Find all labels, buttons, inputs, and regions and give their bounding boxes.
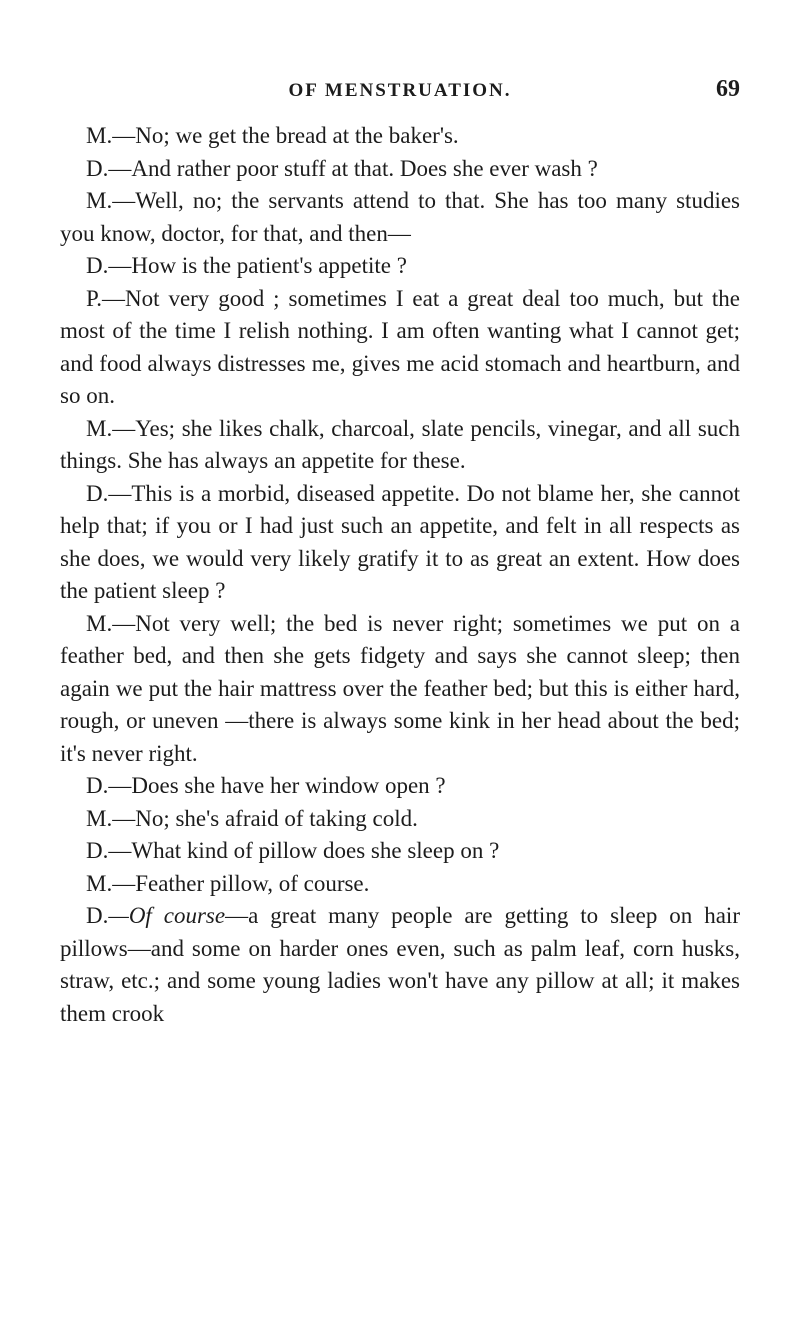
paragraph-text: —Feather pillow, of course. [112,870,370,896]
page-header [60,70,740,110]
paragraph-text: —a great many people are getting to sleep on hair pillows—and some on harder ones even, such as palm leaf, corn husks, straw, etc.; and some young ladies won't have any pillow at all; it makes them crook [60,903,740,1026]
paragraph-text: —Well, no; the servants attend to that. She has too many studies you know, doctor, for that, and then— [60,188,740,246]
speaker-label: D. [86,838,109,863]
dialogue-paragraph [60,250,740,283]
dialogue-paragraph [60,868,740,901]
paragraph-text: —No; we get the bread at the baker's. [112,123,459,148]
paragraph-text: —Does she have her window open ? [108,773,446,798]
paragraph-text: —How is the patient's appetite ? [108,253,407,278]
speaker-label: P. [86,285,102,311]
dialogue-paragraph [60,900,740,1030]
speaker-label: M. [86,188,113,213]
speaker-label: D. [86,155,109,181]
dialogue-paragraph [60,120,740,153]
paragraph-text: —This is a morbid, diseased appetite. Do not blame her, she cannot help that; if you or I had just such an appetite, and felt in all respects as she does, we would very likely gratify it to as great an extent. How does the patient sleep ? [60,480,740,603]
speaker-label: M. [86,870,113,896]
dialogue-paragraph [60,608,740,771]
speaker-label: D. [86,253,109,278]
paragraph-text: —Yes; she likes chalk, charcoal, slate pencils, vinegar, and all such things. She has always an appetite for these. [60,415,740,473]
paragraph-text: —No; she's afraid of taking cold. [112,805,418,831]
paragraph-text: —What kind of pillow does she sleep on ? [108,838,500,863]
speaker-label: D. [86,480,109,506]
body-text [60,120,740,1030]
speaker-label: D. [86,903,109,928]
dialogue-paragraph [60,185,740,250]
dialogue-paragraph [60,478,740,608]
paragraph-text: —Not very good ; sometimes I eat a great deal too much, but the most of the time I relish nothing. I am often wanting what I cannot get; and food always distresses me, gives me acid stomach and heartburn, and so on. [60,285,740,408]
dialogue-paragraph [60,835,740,868]
dialogue-paragraph [60,153,740,186]
speaker-label: M. [86,123,113,148]
running-title: OF MENSTRUATION. [288,80,512,101]
dialogue-paragraph [60,413,740,478]
dialogue-paragraph [60,283,740,413]
speaker-label: D. [86,773,109,798]
speaker-label: M. [86,805,113,831]
dialogue-paragraph [60,803,740,836]
italic-phrase: —Of course [108,903,226,928]
speaker-label: M. [86,610,113,636]
dialogue-paragraph [60,770,740,803]
book-page [60,70,740,1030]
speaker-label: M. [86,415,113,441]
page-number: 69 [716,76,740,102]
paragraph-text: —And rather poor stuff at that. Does she ever wash ? [108,155,598,181]
paragraph-text: —Not very well; the bed is never right; sometimes we put on a feather bed, and then she gets fidgety and says she cannot sleep; then again we put the hair mattress over the feather bed; but this is either hard, rough, or uneven —there is always some kink in her head about the bed; it's never right. [60,610,740,766]
